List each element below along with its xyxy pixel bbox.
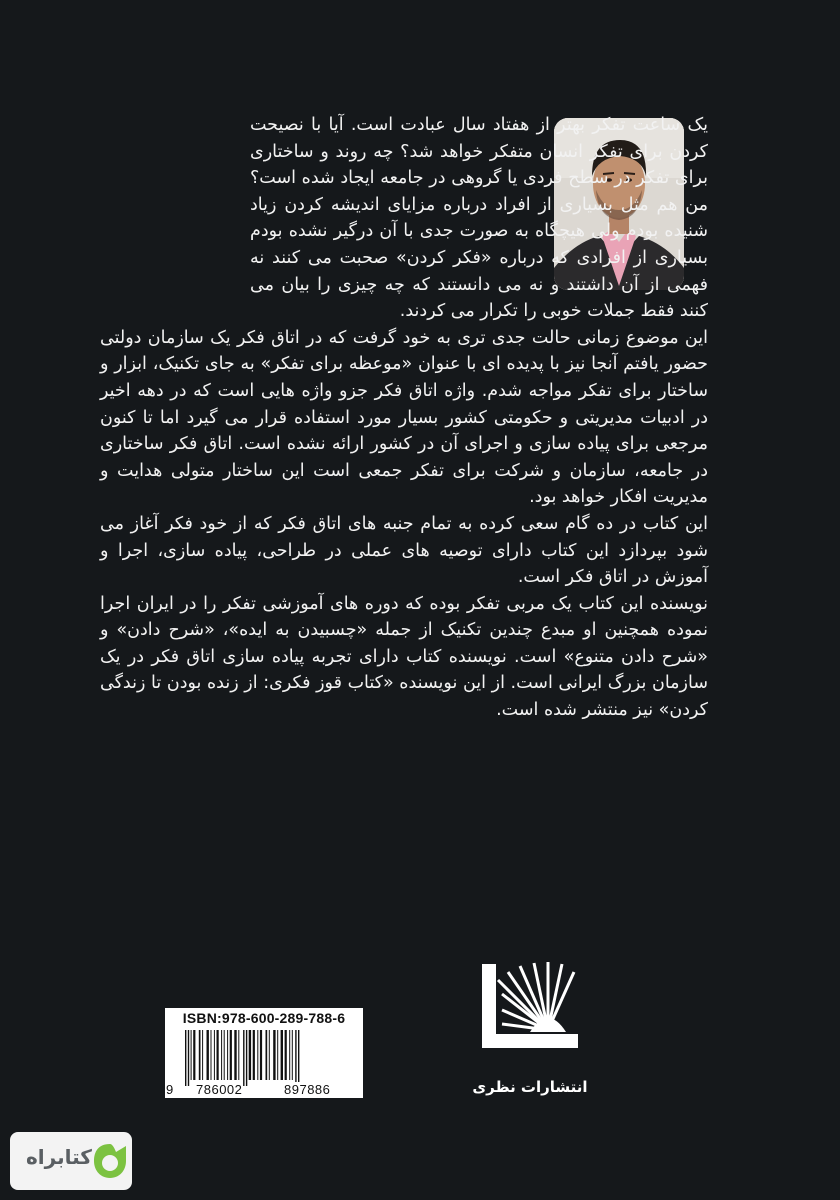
barcode-lead-digit: 9	[166, 1082, 174, 1097]
barcode-bar	[221, 1030, 222, 1080]
isbn-barcode	[165, 1008, 363, 1098]
ketabrah-logo-icon	[92, 1142, 128, 1180]
barcode-bar	[298, 1030, 299, 1086]
barcode-bar	[185, 1030, 186, 1086]
publisher-name: انتشارات نظری	[472, 1078, 588, 1096]
barcode-bar	[207, 1030, 209, 1080]
barcode-bar	[227, 1030, 228, 1080]
barcode-bar	[292, 1030, 293, 1080]
photo-wrap-space	[100, 112, 238, 290]
barcode-bar	[188, 1030, 189, 1086]
blurb-paragraph: این موضوع زمانی حالت جدی تری به خود گرفت که در اتاق فکر یک سازمان دولتی حضور یافتم آنجا نیز با پدیده ای با عنوان «موعظه برای تفکر» به جای تکنیک، ابزار و ساختار برای تفکر مواجه شدم. واژه اتاق فکر جزو واژه هایی است که در دهه اخیر در ادبیات مدیریتی و حکومتی کشور بسیار مورد استفاده قرار می گیرد اما تا کنون مرجعی برای پیاده سازی و اجرای آن در کشور ارائه نشده است. اتاق فکر ساختاری در جامعه، سازمان و شرکت برای تفکر جمعی است این ساختار متولی هدایت و مدیریت افکار خواهد بود.	[100, 327, 708, 508]
barcode-bar	[230, 1030, 232, 1080]
ketabrah-label: کتابراه	[26, 1145, 92, 1169]
barcode-bar	[273, 1030, 275, 1080]
barcode-bar	[277, 1030, 278, 1080]
barcode-bar	[224, 1030, 225, 1080]
barcode-bar	[211, 1030, 212, 1080]
blurb-paragraph: یک ساعت تفکر بهتر از هفتاد سال عبادت است. آیا با نصیحت کردن برای تفکر انسان متفکر خواهد شد؟ چه روند و ساختاری برای تفکر در سطح فردی یا گروهی در جامعه ایجاد شده است؟ من هم مثل بسیاری از افراد درباره مزایای اندیشه کردن زیاد شنیده بودم ولی هیچگاه به صورت جدی با آن درگیر نشده بودم بسیاری از افرادی که درباره «فکر کردن» صحبت می کنند نه فهمی از آن داشتند و نه می دانستند که چه چیزی را بیان می کنند فقط جملات خوبی را تکرار می کردند.	[250, 115, 708, 322]
barcode-bar	[295, 1030, 296, 1086]
barcode-bar	[191, 1030, 192, 1080]
barcode-bar	[199, 1030, 201, 1080]
blurb-paragraph: این کتاب در ده گام سعی کرده به تمام جنبه های اتاق فکر که از خود فکر آغاز می شود بپردازد این کتاب دارای توصیه های عملی در طراحی، پیاده سازی، اجرا و آموزش در اتاق فکر است.	[100, 513, 708, 588]
barcode-bar	[193, 1030, 195, 1080]
barcode-bar	[260, 1030, 262, 1080]
barcode-bar	[269, 1030, 270, 1080]
publisher-logo	[478, 960, 582, 1052]
barcode-bar	[217, 1030, 219, 1080]
barcode-bar	[214, 1030, 215, 1080]
barcode-bar	[246, 1030, 247, 1086]
barcode-bar	[266, 1030, 268, 1080]
barcode-left-digits: 786002	[196, 1082, 243, 1097]
barcode-bar	[257, 1030, 258, 1080]
barcode-bar	[285, 1030, 287, 1080]
barcode-bar	[234, 1030, 236, 1080]
ketabrah-badge[interactable]	[10, 1132, 132, 1190]
barcode-right-digits: 897886	[284, 1082, 331, 1097]
blurb-text	[100, 112, 708, 724]
barcode-bar	[243, 1030, 244, 1086]
barcode-bar	[238, 1030, 239, 1080]
blurb-paragraph: نویسنده این کتاب یک مربی تفکر بوده که دوره های آموزشی تفکر را در ایران اجرا نموده همچنین او مبدع چندین تکنیک از جمله «چسبیدن به ایده»، «شرح دادن» و «شرح دادن متنوع» است. نویسنده کتاب دارای تجربه پیاده سازی اتاق فکر در یک سازمان بزرگ ایرانی است. از این نویسنده «کتاب قوز فکری: از زنده بودن تا زندگی کردن» نیز منتشر شده است.	[100, 593, 708, 721]
barcode-bar	[202, 1030, 203, 1080]
barcode-bar	[281, 1030, 283, 1080]
barcode-bar	[289, 1030, 290, 1080]
barcode-bars	[173, 1030, 355, 1088]
isbn-label: ISBN:978-600-289-788-6	[182, 1010, 346, 1026]
barcode-bar	[253, 1030, 255, 1080]
barcode-bar	[249, 1030, 251, 1080]
